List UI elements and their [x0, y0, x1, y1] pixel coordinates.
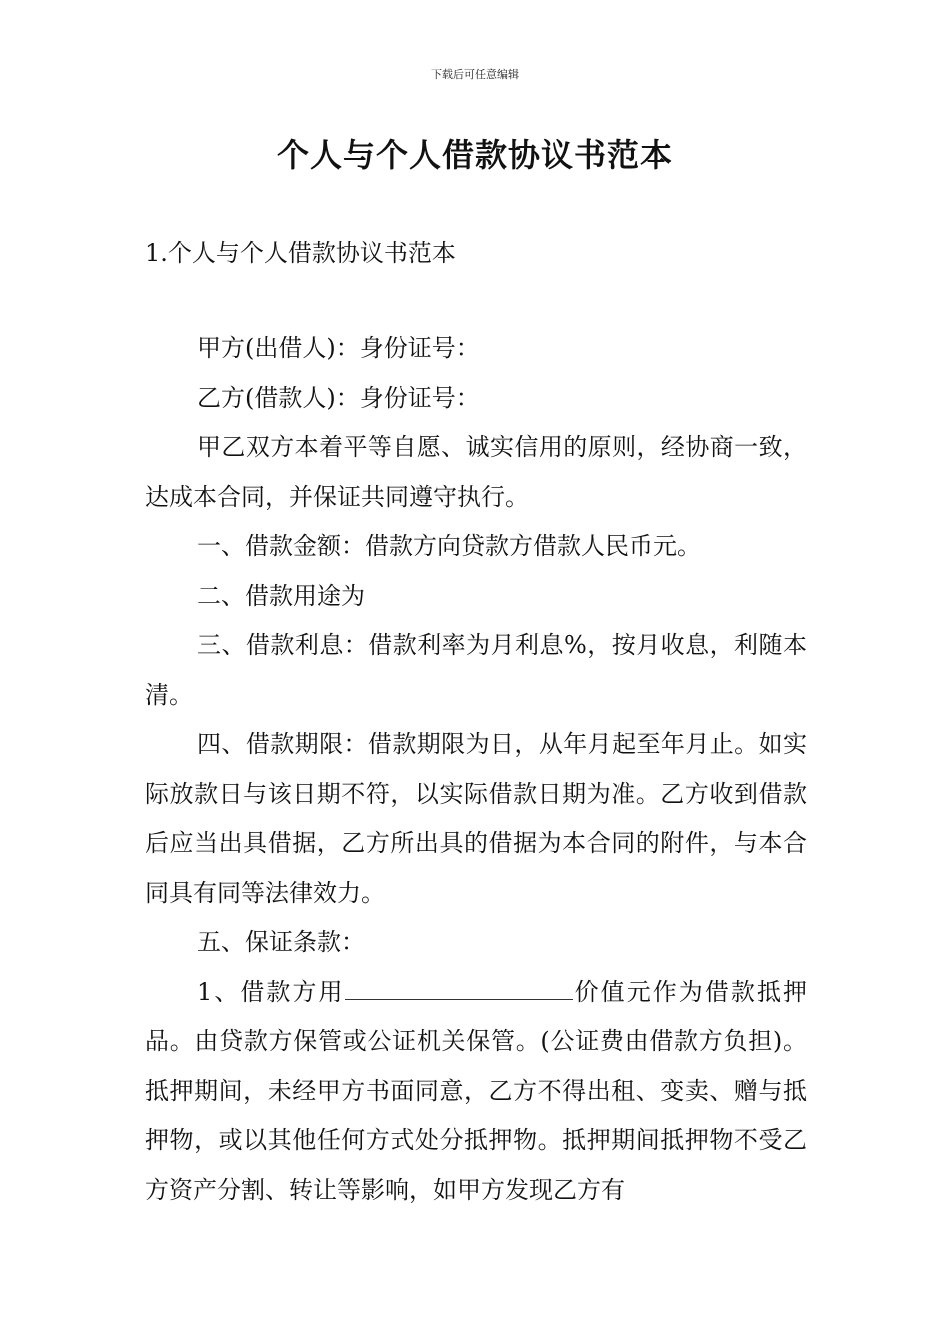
section-heading: 1.个人与个人借款协议书范本	[145, 239, 456, 267]
clause-loan-term: 四、借款期限：借款期限为日，从年月起至年月止。如实际放款日与该日期不符，以实际借款日期为准。乙方收到借款后应当出具借据，乙方所出具的借据为本合同的附件，与本合同具有同等法律效力。	[145, 730, 807, 907]
document-title: 个人与个人借款协议书范本	[276, 136, 673, 174]
clause-guarantee-item-1-prefix: 1、借款方用	[197, 977, 345, 1006]
clause-guarantee-item-1-text: 价值元作为借款抵押品。由贷款方保管或公证机关保管。(公证费由借款方负担)。抵押期间，未经甲方书面同意，乙方不得出租、变卖、赠与抵押物，或以其他任何方式处分抵押物。抵押期间抵押物不受乙方资产分割、转让等影响，如甲方发现乙方有	[145, 977, 807, 1204]
spacer	[145, 278, 807, 324]
clause-guarantee: 五、保证条款：	[197, 928, 365, 956]
header-note: 下载后可任意编辑	[431, 68, 519, 81]
fill-in-blank	[345, 979, 573, 1000]
party-b-line: 乙方(借款人)：身份证号：	[197, 383, 480, 412]
document-body	[145, 228, 807, 1215]
clause-guarantee-item-1	[145, 968, 807, 1216]
clause-loan-purpose: 二、借款用途为	[197, 581, 365, 610]
clause-loan-interest: 三、借款利息：借款利率为月利息%，按月收息，利随本清。	[145, 631, 807, 709]
clause-loan-amount: 一、借款金额：借款方向贷款方借款人民币元。	[197, 532, 701, 560]
intro-paragraph: 甲乙双方本着平等自愿、诚实信用的原则，经协商一致，达成本合同，并保证共同遵守执行。	[145, 433, 807, 511]
party-a-line: 甲方(出借人)：身份证号：	[197, 334, 480, 362]
